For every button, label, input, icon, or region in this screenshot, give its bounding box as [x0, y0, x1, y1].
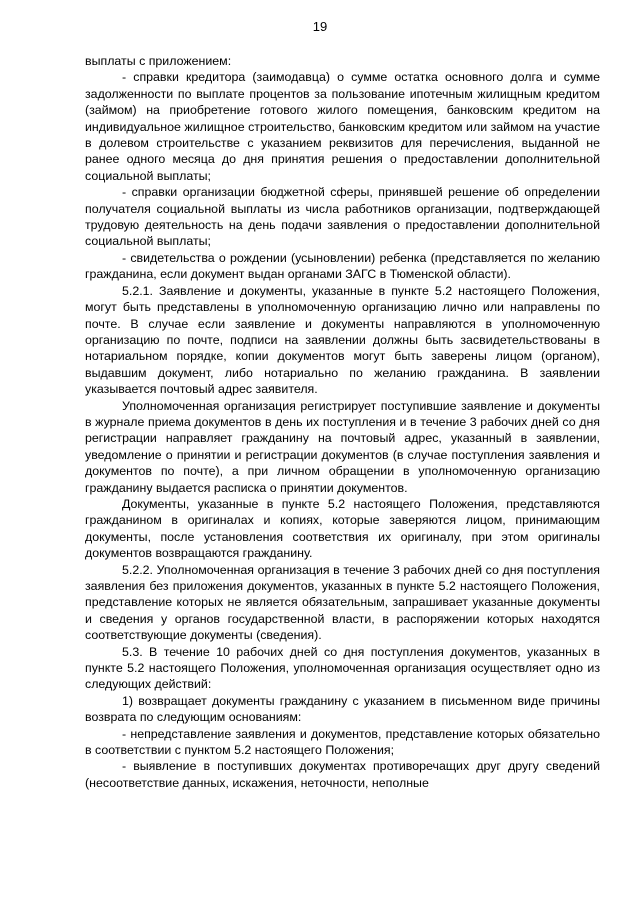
document-body [85, 53, 600, 791]
paragraph: - выявление в поступивших документах противоречащих друг другу сведений (несоответствие данных, искажения, неточности, неполные [85, 759, 600, 790]
paragraph: Документы, указанные в пункте 5.2 настоящего Положения, представляются гражданином в оригиналах и копиях, которые заверяются лицом, принимающим документы, после установления соответствия их оригиналу, при этом оригиналы документов возвращаются гражданину. [85, 496, 600, 561]
paragraph: 5.2.2. Уполномоченная организация в течение 3 рабочих дней со дня поступления заявления без приложения документов, указанных в пункте 5.2 настоящего Положения, представление которых не является обязательным, запрашивает указанные документы и сведения у органов государственной власти, в распоряжении которых находятся соответствующие документы (сведения). [85, 562, 600, 643]
paragraph: 5.2.1. Заявление и документы, указанные в пункте 5.2 настоящего Положения, могут быть представлены в уполномоченную организацию лично или направлены по почте. В случае если заявление и документы направляются в уполномоченную организацию по почте, подписи на заявлении должны быть засвидетельствованы в нотариальном порядке, копии документов могут быть заверены лицом (органом), выдавшим документ, либо нотариально по желанию гражданина. В заявлении указывается почтовый адрес заявителя. [85, 283, 600, 397]
paragraph: выплаты с приложением: [85, 54, 232, 68]
paragraph: - непредставление заявления и документов, представление которых обязательно в соответствии с пунктом 5.2 настоящего Положения; [85, 726, 600, 758]
paragraph: 1) возвращает документы гражданину с указанием в письменном виде причины возврата по следующим основаниям: [85, 693, 600, 725]
paragraph: - свидетельства о рождении (усыновлении) ребенка (представляется по желанию гражданина, если документ выдан органами ЗАГС в Тюменской области). [85, 250, 600, 282]
paragraph: Уполномоченная организация регистрирует поступившие заявление и документы в журнале приема документов в день их поступления и в течение 3 рабочих дней со дня регистрации направляет гражданину на почтовый адрес, указанный в заявлении, уведомление о принятии и регистрации документов (в случае поступления заявления и документов по почте), а при личном обращении в уполномоченную организацию гражданину выдается расписка о принятии документов. [85, 398, 600, 495]
page-number: 19 [312, 19, 328, 34]
paragraph: 5.3. В течение 10 рабочих дней со дня поступления документов, указанных в пункте 5.2 настоящего Положения, уполномоченная организация осуществляет одно из следующих действий: [85, 644, 600, 692]
paragraph: - справки организации бюджетной сферы, принявшей решение об определении получателя социальной выплаты из числа работников организации, подтверждающей трудовую деятельность на день подачи заявления о предоставлении дополнительной социальной выплаты; [85, 185, 600, 249]
paragraph: - справки кредитора (заимодавца) о сумме остатка основного долга и сумме задолженности по выплате процентов за пользование ипотечным жилищным кредитом (займом) на приобретение готового жилого помещения, банковским кредитом на индивидуальное жилищное строительство, банковским кредитом или займом на участие в долевом строительстве с указанием реквизитов для перечисления, выданной не ранее одного месяца до дня принятия решения о предоставлении дополнительной социальной выплаты; [85, 70, 600, 183]
